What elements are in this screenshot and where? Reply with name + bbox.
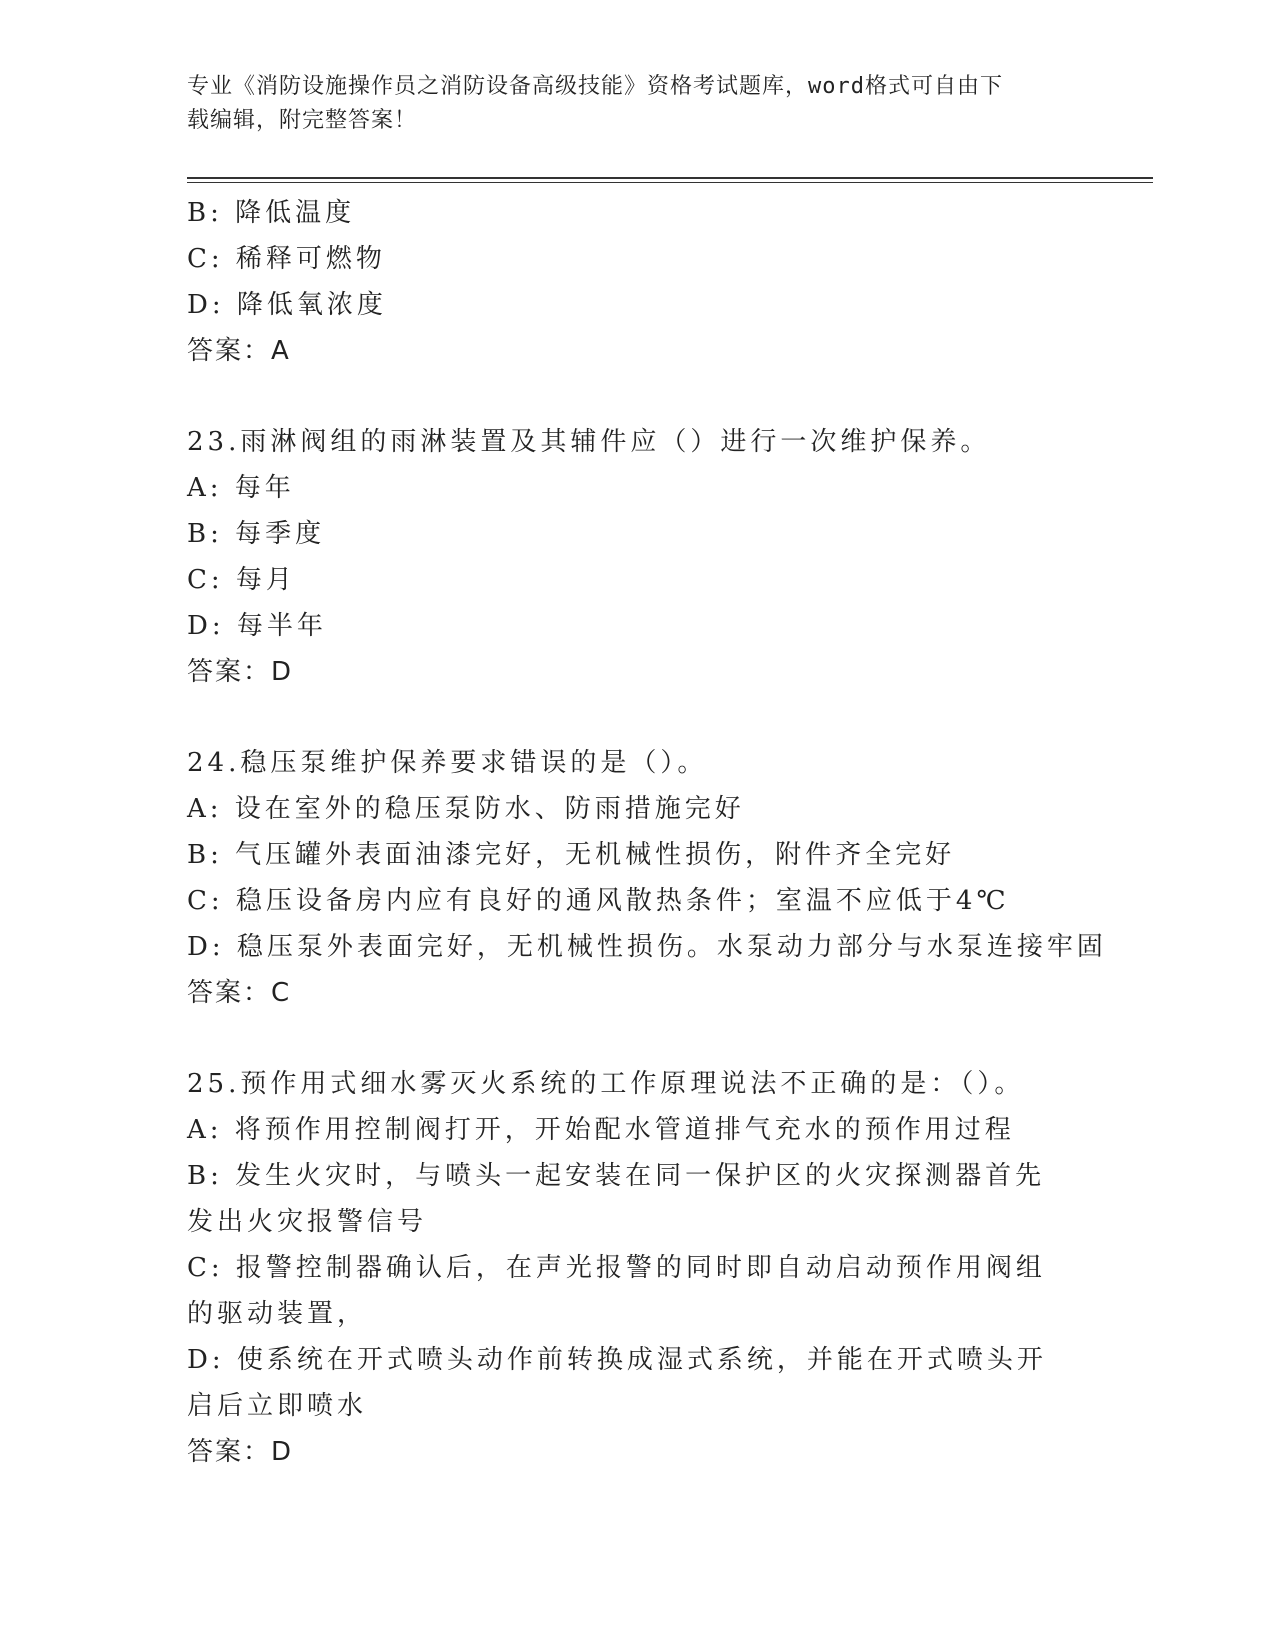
question-22-continued bbox=[187, 190, 1087, 374]
option-c: C: 报警控制器确认后，在声光报警的同时即自动启动预作用阀组的驱动装置， bbox=[187, 1253, 1046, 1329]
answer-value: D bbox=[271, 1437, 294, 1467]
answer-value: C bbox=[271, 978, 292, 1008]
question-stem: 25.预作用式细水雾灭火系统的工作原理说法不正确的是：（）。 bbox=[187, 1069, 1025, 1099]
option-c: C: 每月 bbox=[187, 565, 296, 595]
question-gap bbox=[187, 1016, 1087, 1061]
header-divider-thick bbox=[187, 177, 1153, 179]
document-header bbox=[187, 70, 1067, 138]
question-25 bbox=[187, 1061, 1087, 1475]
answer-line bbox=[187, 970, 1087, 1016]
question-gap bbox=[187, 695, 1087, 740]
option-b: B: 发生火灾时，与喷头一起安装在同一保护区的火灾探测器首先发出火灾报警信号 bbox=[187, 1161, 1046, 1237]
option-b: B: 降低温度 bbox=[187, 198, 356, 228]
answer-label: 答案： bbox=[187, 336, 272, 366]
option-a: A: 每年 bbox=[187, 473, 295, 503]
option-d: D: 每半年 bbox=[187, 611, 327, 641]
option-a: A: 设在室外的稳压泵防水、防雨措施完好 bbox=[187, 794, 745, 824]
question-stem: 24.稳压泵维护保养要求错误的是（）。 bbox=[187, 748, 708, 778]
answer-value: D bbox=[271, 657, 294, 687]
answer-line bbox=[187, 649, 1087, 695]
option-b: B: 气压罐外表面油漆完好，无机械性损伤，附件齐全完好 bbox=[187, 840, 956, 870]
answer-line bbox=[187, 1429, 1087, 1475]
header-line-1: 专业《消防设施操作员之消防设备高级技能》资格考试题库，word格式可自由下 bbox=[187, 74, 1003, 99]
option-d: D: 使系统在开式喷头动作前转换成湿式系统，并能在开式喷头开启后立即喷水 bbox=[187, 1345, 1047, 1421]
answer-label: 答案： bbox=[187, 1437, 272, 1467]
question-23 bbox=[187, 419, 1087, 695]
option-d: D: 稳压泵外表面完好，无机械性损伤。水泵动力部分与水泵连接牢固 bbox=[187, 932, 1107, 962]
option-d: D: 降低氧浓度 bbox=[187, 290, 387, 320]
header-divider-thin bbox=[187, 182, 1153, 183]
header-line-2: 载编辑，附完整答案！ bbox=[187, 108, 418, 133]
question-stem: 23.雨淋阀组的雨淋装置及其辅件应（）进行一次维护保养。 bbox=[187, 427, 991, 457]
question-list bbox=[187, 190, 1107, 1475]
answer-line bbox=[187, 328, 1087, 374]
question-24 bbox=[187, 740, 1107, 1016]
question-gap bbox=[187, 374, 1087, 419]
option-b: B: 每季度 bbox=[187, 519, 326, 549]
option-c: C: 稀释可燃物 bbox=[187, 244, 386, 274]
answer-label: 答案： bbox=[187, 657, 272, 687]
answer-value: A bbox=[271, 336, 291, 366]
answer-label: 答案： bbox=[187, 978, 272, 1008]
option-c: C: 稳压设备房内应有良好的通风散热条件；室温不应低于4℃ bbox=[187, 886, 1010, 916]
option-a: A: 将预作用控制阀打开，开始配水管道排气充水的预作用过程 bbox=[187, 1115, 1015, 1145]
